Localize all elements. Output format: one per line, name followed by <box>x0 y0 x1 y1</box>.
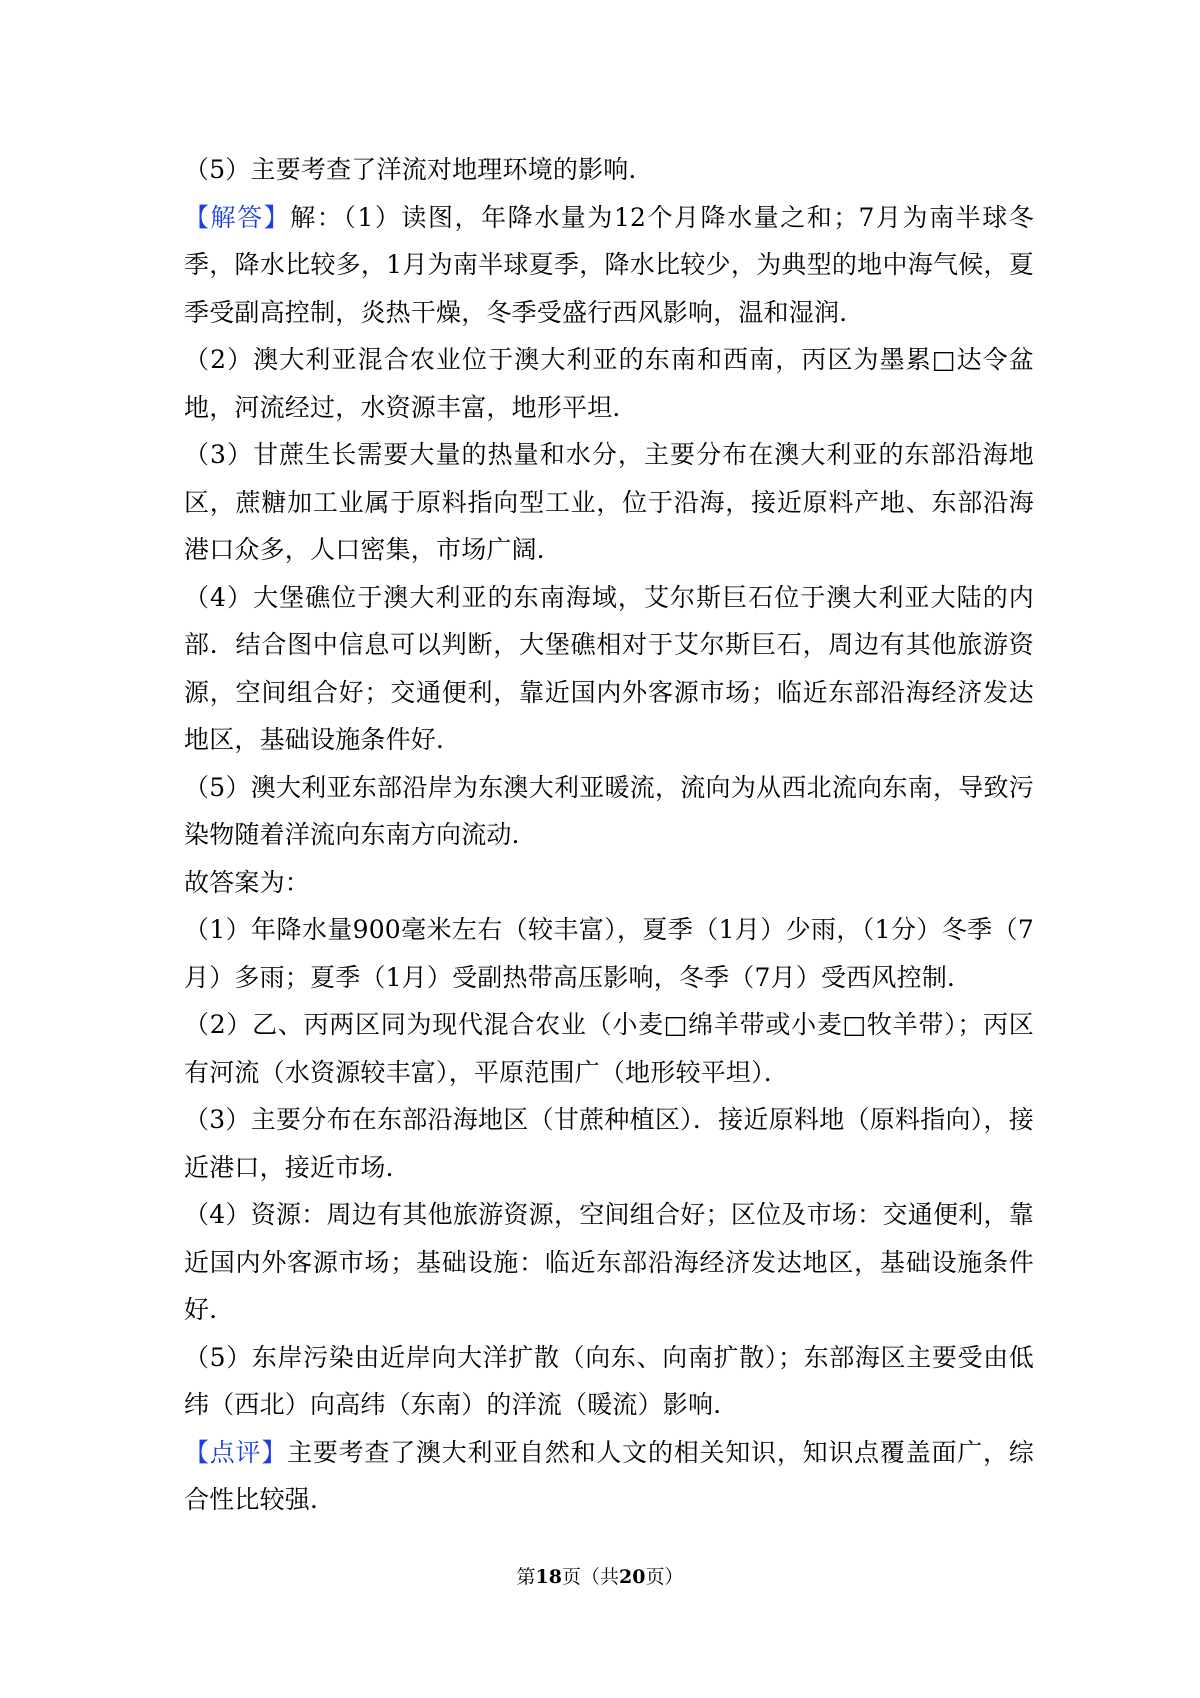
footer-total-pages: 20 <box>619 1566 646 1588</box>
footer-page-number: 18 <box>535 1566 562 1588</box>
conclusion-item-4: （4）资源：周边有其他旅游资源，空间组合好；区位及市场：交通便利，靠近国内外客源市场；基础设施：临近东部沿海经济发达地区，基础设施条件好． <box>184 1200 1034 1324</box>
footer-suffix: 页） <box>645 1566 684 1588</box>
conclusion-item-5: （5）东岸污染由近岸向大洋扩散（向东、向南扩散）；东部海区主要受由低纬（西北）向高纬（东南）的洋流（暖流）影响． <box>184 1342 1034 1419</box>
document-body <box>184 146 1034 1524</box>
answer-paragraph-3: （3）甘蔗生长需要大量的热量和水分，主要分布在澳大利亚的东部沿海地区，蔗糖加工业属于原料指向型工业，位于沿海，接近原料产地、东部沿海港口众多，人口密集，市场广阔． <box>184 440 1034 564</box>
answer-paragraph-1 <box>184 194 1034 337</box>
conclusion-item-1: （1）年降水量900毫米左右（较丰富），夏季（1月）少雨，（1分）冬季（7月）多雨；夏季（1月）受副热带高压影响，冬季（7月）受西风控制． <box>184 915 1034 992</box>
answer-tag: 【解答】 <box>184 202 291 232</box>
footer-middle: 页（共 <box>561 1566 619 1588</box>
page-footer <box>0 1565 1200 1589</box>
answer-paragraph-2: （2）澳大利亚混合农业位于澳大利亚的东南和西南，丙区为墨累□达令盆地，河流经过，水资源丰富，地形平坦． <box>184 345 1034 422</box>
comment-paragraph <box>184 1429 1034 1524</box>
comment-text: 主要考查了澳大利亚自然和人文的相关知识，知识点覆盖面广，综合性比较强． <box>184 1437 1034 1514</box>
answer-text-1: 解：（1）读图，年降水量为12个月降水量之和；7月为南半球冬季，降水比较多，1月为南半球夏季，降水比较少，为典型的地中海气候，夏季受副高控制，炎热干燥，冬季受盛行西风影响，温和湿润． <box>184 202 1034 327</box>
answer-paragraph-5: （5）澳大利亚东部沿岸为东澳大利亚暖流，流向为从西北流向东南，导致污染物随着洋流向东南方向流动． <box>184 772 1034 849</box>
answer-paragraph-4: （4）大堡礁位于澳大利亚的东南海域，艾尔斯巨石位于澳大利亚大陆的内部．结合图中信息可以判断，大堡礁相对于艾尔斯巨石，周边有其他旅游资源，空间组合好；交通便利，靠近国内外客源市场；临近东部沿海经济发达地区，基础设施条件好． <box>184 582 1034 754</box>
comment-tag: 【点评】 <box>184 1437 288 1467</box>
footer-prefix: 第 <box>516 1566 536 1588</box>
intro-line: （5）主要考查了洋流对地理环境的影响． <box>184 155 654 184</box>
conclusion-item-3: （3）主要分布在东部沿海地区（甘蔗种植区）．接近原料地（原料指向），接近港口，接近市场． <box>184 1105 1034 1182</box>
conclusion-heading: 故答案为： <box>184 867 311 897</box>
conclusion-item-2: （2）乙、丙两区同为现代混合农业（小麦□绵羊带或小麦□牧羊带）；丙区有河流（水资源较丰富），平原范围广（地形较平坦）． <box>184 1010 1034 1087</box>
